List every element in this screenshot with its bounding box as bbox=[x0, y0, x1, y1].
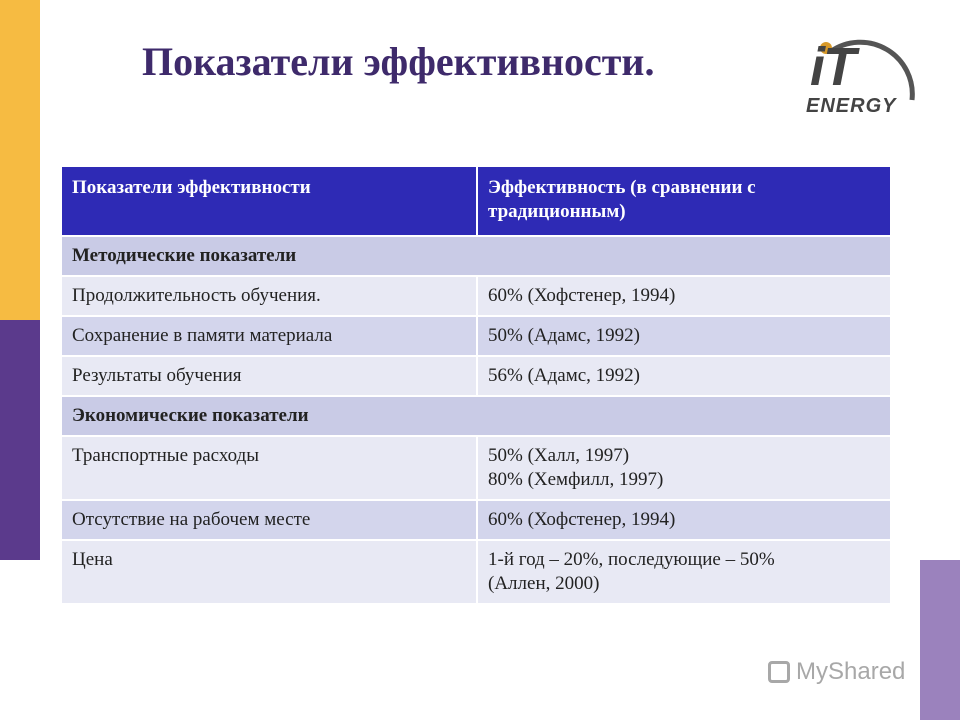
table-row bbox=[62, 317, 892, 357]
presentation-icon bbox=[768, 661, 790, 683]
table-cell-value: 50% (Адамс, 1992) bbox=[478, 317, 892, 357]
myshared-watermark bbox=[768, 658, 905, 686]
table-cell-value bbox=[478, 541, 892, 605]
table-row bbox=[62, 501, 892, 541]
table-row bbox=[62, 541, 892, 605]
table-header-cell: Эффективность (в сравнении с традиционным) bbox=[478, 167, 892, 237]
logo-it-text: iT bbox=[810, 37, 854, 97]
value-line: 80% (Хемфилл, 1997) bbox=[488, 469, 664, 490]
section-label: Методические показатели bbox=[62, 237, 892, 277]
table-row bbox=[62, 437, 892, 501]
table-row bbox=[62, 277, 892, 317]
table-cell-value: 60% (Хофстенер, 1994) bbox=[478, 277, 892, 317]
value-line: (Аллен, 2000) bbox=[488, 573, 600, 594]
table-header-cell: Показатели эффективности bbox=[62, 167, 478, 237]
table-cell-metric: Продолжительность обучения. bbox=[62, 277, 478, 317]
it-energy-logo bbox=[800, 30, 920, 130]
table-section-row bbox=[62, 397, 892, 437]
table-cell-metric: Сохранение в памяти материала bbox=[62, 317, 478, 357]
table-cell-value: 60% (Хофстенер, 1994) bbox=[478, 501, 892, 541]
table-cell-metric: Цена bbox=[62, 541, 478, 605]
table-cell-metric: Результаты обучения bbox=[62, 357, 478, 397]
accent-bar-purple bbox=[0, 320, 40, 560]
table-cell-value bbox=[478, 437, 892, 501]
accent-bar-right bbox=[920, 560, 960, 720]
table-header-row bbox=[62, 167, 892, 237]
watermark-text: MyShared bbox=[796, 658, 906, 685]
slide-title: Показатели эффективности. bbox=[142, 39, 655, 84]
table-section-row bbox=[62, 237, 892, 277]
table-cell-value: 56% (Адамс, 1992) bbox=[478, 357, 892, 397]
logo-energy-text: ENERGY bbox=[806, 95, 897, 117]
value-line: 50% (Халл, 1997) bbox=[488, 445, 630, 466]
value-line: 1-й год – 20%, последующие – 50% bbox=[488, 549, 775, 570]
table-cell-metric: Отсутствие на рабочем месте bbox=[62, 501, 478, 541]
table-cell-metric: Транспортные расходы bbox=[62, 437, 478, 501]
section-label: Экономические показатели bbox=[62, 397, 892, 437]
accent-bar-yellow bbox=[0, 0, 40, 320]
efficiency-table bbox=[62, 167, 892, 605]
table-row bbox=[62, 357, 892, 397]
